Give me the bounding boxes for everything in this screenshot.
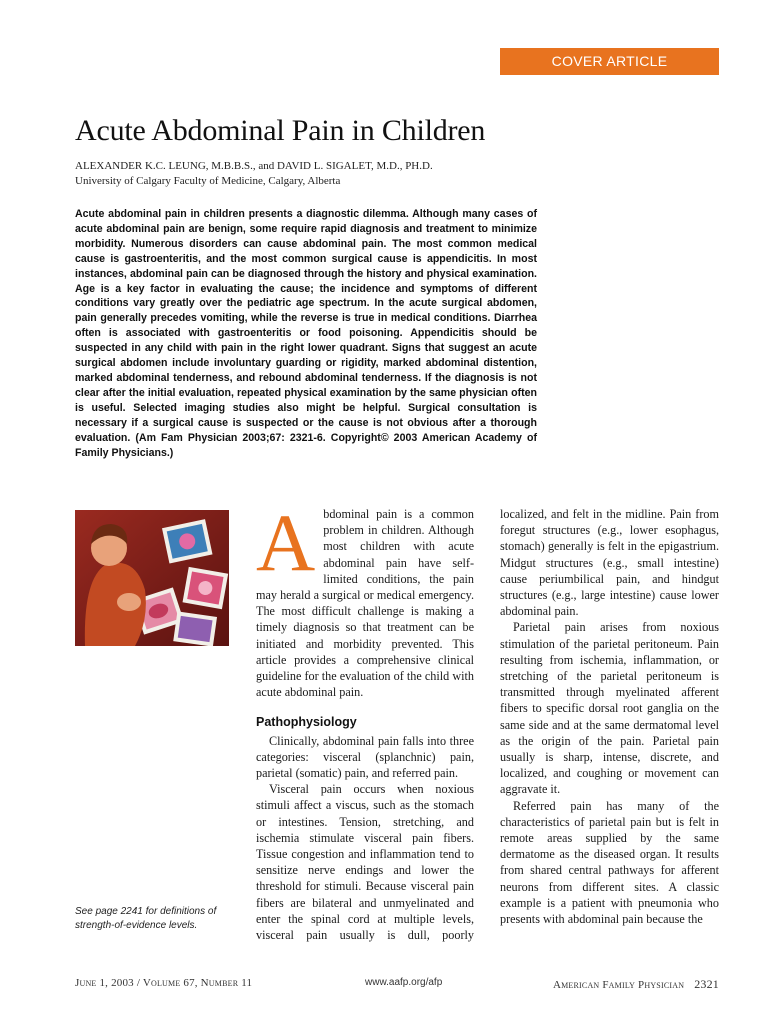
body-column-2	[500, 506, 719, 927]
abstract	[75, 207, 537, 460]
sidebar-note: See page 2241 for definitions of strength-of-evidence levels.	[75, 906, 217, 931]
paragraph-categories: Clinically, abdominal pain falls into three categories: visceral (splanchnic) pain, parietal (somatic) pain, and referred pain.	[256, 733, 474, 781]
child-with-abdominal-pain-illustration	[75, 510, 229, 646]
footer-journal-name: American Family Physician	[552, 979, 685, 991]
page-number: 2321	[694, 977, 719, 991]
paragraph-referred-pain: Referred pain has many of the characteristics of parietal pain but is felt in remote areas supplied by the same dermatome as the diseased organ. It results from shared central pathways for afferent neurons from different sites. A classic example is a patient with pneumonia who presents with abdominal pain because the	[500, 798, 719, 927]
section-heading: Pathophysiology	[256, 715, 357, 730]
abstract-text: Acute abdominal pain in children presents a diagnostic dilemma. Although many cases of acute abdominal pain are benign, some require rapid diagnosis and treatment to minimize morbidity. Numerous disorders can cause abdominal pain. The most common medical cause is gastroenteritis, and the most common surgical cause is appendicitis. In most instances, abdominal pain can be diagnosed through the history and physical examination. Age is a key factor in evaluating the cause; the incidence and symptoms of different conditions vary greatly over the pediatric age spectrum. In the acute surgical abdomen, pain generally precedes vomiting, while the reverse is true in medical conditions. Diarrhea often is associated with gastroenteritis or food poisoning. Appendicitis should be suspected in any child with pain in the right lower quadrant. Signs that suggest an acute surgical abdomen include involuntary guarding or rigidity, marked abdominal distention, marked abdominal tenderness, and rebound abdominal tenderness. If the diagnosis is not clear after the initial evaluation, repeated physical examination by the same physician often is useful. Selected imaging studies also might be helpful. Surgical consultation is necessary if a surgical cause is suspected or the cause is not obvious after a thorough evaluation. (Am Fam Physician 2003;67: 2321-6. Copyright© 2003 American Academy of Family Physicians.)	[75, 208, 537, 459]
body-column-1	[256, 497, 474, 943]
paragraph-parietal-pain: Parietal pain arises from noxious stimulation of the parietal peritoneum. Pain resulting from ischemia, inflammation, or stretching of the parietal peritoneum is transmitted through myelinated afferent fibers to specific dorsal root ganglia on the same side and at the same dermatomal level as the origin of the pain. Parietal pain usually is sharp, intense, discrete, and localized, and coughing or movement can aggravate it.	[500, 620, 719, 797]
paragraph-visceral-pain: Visceral pain occurs when noxious stimuli affect a viscus, such as the stomach or intestines. Tension, stretching, and ischemia stimulate visceral pain fibers. Tissue congestion and inflammation tend to sensitize nerve endings and lower the threshold for stimuli. Because visceral pain fibers are bilateral and unmyelinated and enter the spinal cord at multiple levels, visceral pain usually is dull, poorly	[256, 782, 474, 943]
drop-cap: A	[256, 497, 316, 588]
paragraph-visceral-pain-continued: localized, and felt in the midline. Pain from foregut structures (e.g., lower esophagus, stomach) generally is felt in the epigastrium. Midgut structures (e.g., small intestine) cause periumbilical pain, and hindgut structures (e.g., large intestine) cause lower abdominal pain.	[500, 507, 719, 619]
footer-journal	[553, 977, 719, 992]
footer-issue: June 1, 2003 / Volume 67, Number 11	[75, 977, 253, 989]
intro-paragraph: bdominal pain is a common problem in children. Although most children with acute abdominal pain have self-limited conditions, the pain may herald a surgical or medical emergency. The most difficult challenge is making a timely diagnosis so that treatment can be initiated and morbidity prevented. This article provides a comprehensive clinical guideline for the evaluation of the child with acute abdominal pain.	[256, 507, 474, 700]
article-title: Acute Abdominal Pain in Children	[75, 114, 486, 147]
cover-illustration	[75, 510, 229, 646]
affiliation: University of Calgary Faculty of Medicine, Calgary, Alberta	[75, 175, 341, 187]
cover-article-banner: COVER ARTICLE	[500, 48, 719, 75]
authors: ALEXANDER K.C. LEUNG, M.B.B.S., and DAVID L. SIGALET, M.D., PH.D.	[75, 160, 433, 172]
byline	[75, 159, 433, 189]
footer-url[interactable]: www.aafp.org/afp	[365, 977, 443, 988]
